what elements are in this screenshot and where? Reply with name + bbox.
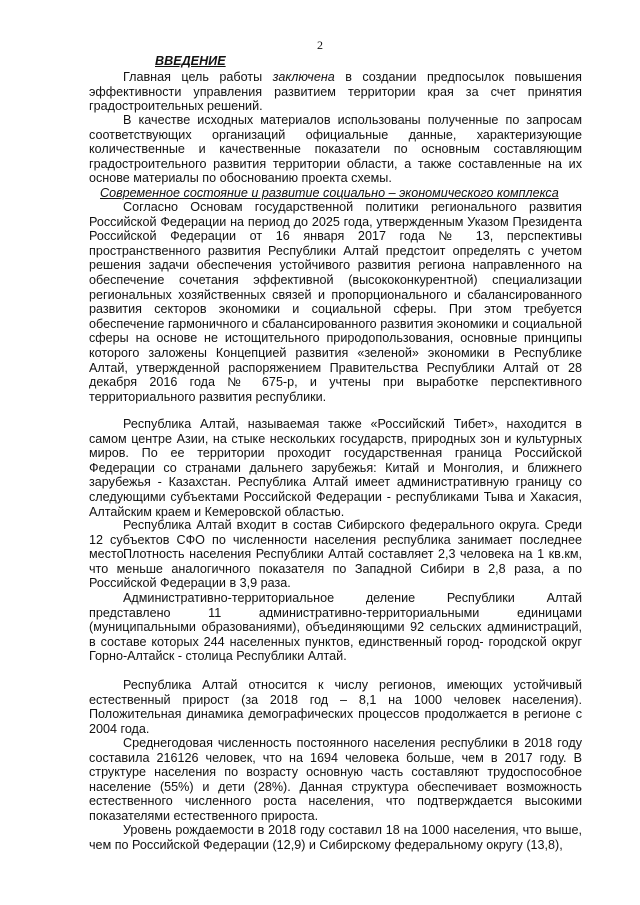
- intro-paragraph: [89, 70, 582, 114]
- page-number: 2: [317, 38, 323, 52]
- population-paragraph: Среднегодовая численность постоянного населения республики в 2018 году составила 216126 человек, что на 1694 человека больше, чем в 2017 году. В структуре населения по возрасту основную часть составляют трудоспособное население (55%) и дети (28%). Данная структура обеспечивает возможность естественного численного роста населения, что подтверждается высокими показателями естественного прироста.: [89, 736, 582, 823]
- intro-text-start: Главная цель работы: [123, 70, 273, 84]
- density-paragraph: Плотность населения Республики Алтай составляет 2,3 человека на 1 кв.км, что меньше аналогичного показателя по Западной Сибири в 2,8 раза, а по Российской Федерации в 3,9 раза.: [89, 547, 582, 591]
- intro-emphasis: заключена: [272, 70, 335, 84]
- federal-district-paragraph: Республика Алтай входит в состав Сибирского федерального округа. Среди 12 субъектов СФО по численности населения республика занимает последнее место.: [89, 518, 582, 562]
- section-title: Современное состояние и развитие социально – экономического комплекса: [100, 186, 559, 200]
- sources-paragraph: В качестве исходных материалов использованы полученные по запросам соответствующих организаций официальные данные, характеризующие количественные и качественные показатели по основным составляющим градостроительного развития территории области, а также составленные на их основе материалы по обоснованию проекта схемы.: [89, 113, 582, 186]
- intro-text-end: в создании предпосылок повышения эффективности управления развитием территории края за счет принятия градостроительных решений.: [89, 70, 582, 114]
- location-paragraph: Республика Алтай, называемая также «Российский Тибет», находится в самом центре Азии, на стыке нескольких государств, природных зон и культурных миров. По ее территории проходит государственная граница Российской Федерации со странами дальнего зарубежья: Китай и Монголия, и ближнего зарубежья - Казахстан. Республика Алтай имеет административную границу со следующими субъектами Российской Федерации - республиками Тыва и Хакасия, Алтайским краем и Кемеровской областью.: [89, 417, 582, 519]
- introduction-heading: ВВЕДЕНИЕ: [155, 54, 226, 68]
- birth-rate-paragraph: Уровень рождаемости в 2018 году составил 18 на 1000 населения, что выше, чем по Российской Федерации (12,9) и Сибирскому федеральному округу (13,8),: [89, 823, 582, 852]
- natural-growth-paragraph: Республика Алтай относится к числу регионов, имеющих устойчивый естественный прирост (за 2018 год – 8,1 на 1000 человек населения). Положительная динамика демографических процессов продолжается в регионе с 2004 года.: [89, 678, 582, 736]
- policy-paragraph: Согласно Основам государственной политики регионального развития Российской Федерации на период до 2025 года, утвержденным Указом Президента Российской Федерации от 16 января 2017 года № 13, перспективы пространственного развития Республики Алтай предстоит определять с учетом решения задачи обеспечения устойчивого развития региона направленного на обеспечение сочетания эффективной (высококонкурентной) специализации региональных хозяйственных связей и пропорционального и сбалансированного развития секторов экономики и социальной сферы. При этом требуется обеспечение гармоничного и сбалансированного развития экономики и социальной сферы на основе не истощительного природопользования, основные принципы которого заложены Концепцией развития «зеленой» экономики в Республике Алтай, утвержденной распоряжением Правительства Республики Алтай от 28 декабря 2016 года № 675-р, и учтены при выработке перспективного территориального развития республики.: [89, 200, 582, 404]
- administrative-division-paragraph: Административно-территориальное деление Республики Алтай представлено 11 административно-территориальными единицами (муниципальными образованиями), объединяющими 92 сельских администраций, в составе которых 244 населенных пунктов, единственный город- городской округ Горно-Алтайск - столица Республики Алтай.: [89, 591, 582, 664]
